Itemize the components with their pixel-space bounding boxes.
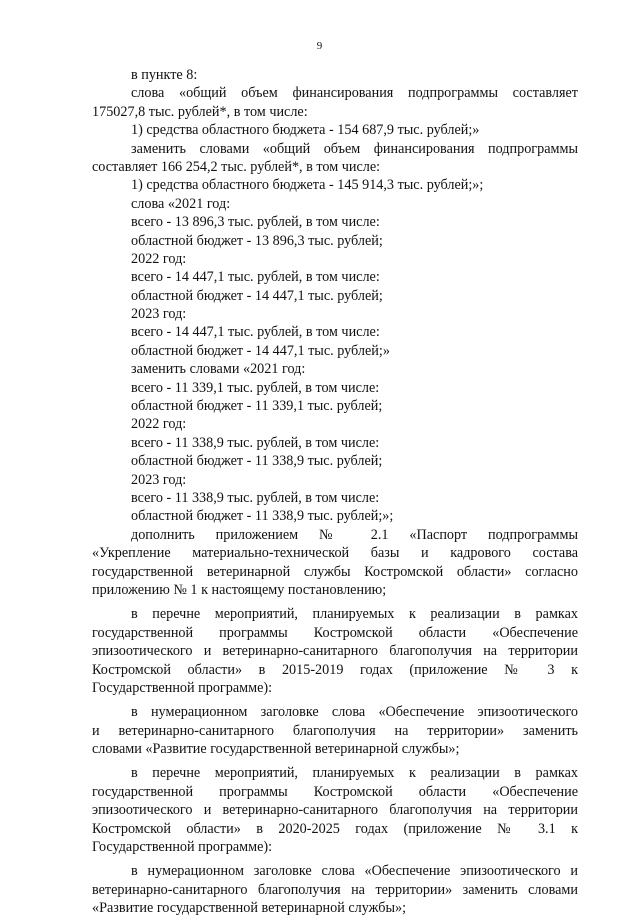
text-line: Костромской области» в 2020-2025 годах (приложение № 3.1 к bbox=[92, 820, 578, 837]
text-line: Государственной программе): bbox=[92, 839, 273, 856]
text-line: 1) средства областного бюджета - 154 687,9 тыс. рублей;» bbox=[131, 122, 480, 139]
text-line: областной бюджет - 13 896,3 тыс. рублей; bbox=[131, 232, 383, 249]
text-line: в перечне мероприятий, планируемых к реализации в рамках bbox=[131, 606, 578, 623]
text-line: слова «2021 год: bbox=[131, 195, 231, 212]
text-line: заменить словами «2021 год: bbox=[131, 361, 306, 378]
text-line: государственной программы Костромской области «Обеспечение bbox=[92, 624, 578, 641]
page-number: 9 bbox=[316, 40, 323, 52]
text-line: ветеринарно-санитарного благополучия на территории» заменить словами bbox=[92, 881, 578, 898]
text-line: всего - 14 447,1 тыс. рублей, в том числе: bbox=[131, 324, 380, 341]
text-line: в нумерационном заголовке слова «Обеспечение эпизоотического и bbox=[131, 863, 578, 880]
text-line: всего - 14 447,1 тыс. рублей, в том числе: bbox=[131, 269, 380, 286]
text-line: эпизоотического и ветеринарно-санитарного благополучия на территории bbox=[92, 643, 578, 660]
text-line: всего - 11 339,1 тыс. рублей, в том числе: bbox=[131, 379, 380, 396]
text-line: областной бюджет - 14 447,1 тыс. рублей; bbox=[131, 287, 383, 304]
text-line: приложению № 1 к настоящему постановлению; bbox=[92, 581, 387, 598]
text-line: 2023 год: bbox=[131, 471, 187, 488]
text-line: областной бюджет - 11 339,1 тыс. рублей; bbox=[131, 398, 383, 415]
text-line: областной бюджет - 11 338,9 тыс. рублей; bbox=[131, 453, 383, 470]
document-body bbox=[92, 66, 578, 918]
text-line: 2022 год: bbox=[131, 250, 187, 267]
text-line: эпизоотического и ветеринарно-санитарного благополучия на территории bbox=[92, 802, 578, 819]
text-line: Костромской области» в 2015-2019 годах (приложение № 3 к bbox=[92, 661, 578, 678]
text-line: слова «общий объем финансирования подпрограммы составляет bbox=[131, 85, 578, 102]
text-line: дополнить приложением № 2.1 «Паспорт подпрограммы bbox=[131, 526, 578, 543]
text-line: всего - 11 338,9 тыс. рублей, в том числе: bbox=[131, 434, 380, 451]
text-line: государственной программы Костромской области «Обеспечение bbox=[92, 783, 578, 800]
text-line: 2023 год: bbox=[131, 306, 187, 323]
text-line: «Развитие государственной ветеринарной службы»; bbox=[92, 900, 407, 917]
text-line: областной бюджет - 11 338,9 тыс. рублей;»; bbox=[131, 508, 394, 525]
text-line: и ветеринарно-санитарного благополучия на территории» заменить bbox=[92, 722, 578, 739]
text-line: словами «Развитие государственной ветеринарной службы»; bbox=[92, 741, 460, 758]
text-line: 175027,8 тыс. рублей*, в том числе: bbox=[92, 103, 308, 120]
text-line: государственной ветеринарной службы Костромской области» согласно bbox=[92, 563, 578, 580]
text-line: «Укрепление материально-технической базы и кадрового состава bbox=[92, 545, 578, 562]
text-line: в перечне мероприятий, планируемых к реализации в рамках bbox=[131, 765, 578, 782]
text-line: составляет 166 254,2 тыс. рублей*, в том числе: bbox=[92, 158, 381, 175]
text-line: в пункте 8: bbox=[131, 67, 198, 83]
text-line: Государственной программе): bbox=[92, 679, 273, 696]
text-line: заменить словами «общий объем финансирования подпрограммы bbox=[131, 140, 578, 157]
text-line: 2022 год: bbox=[131, 416, 187, 433]
text-line: всего - 11 338,9 тыс. рублей, в том числе: bbox=[131, 489, 380, 506]
text-line: всего - 13 896,3 тыс. рублей, в том числе: bbox=[131, 214, 380, 231]
text-line: 1) средства областного бюджета - 145 914,3 тыс. рублей;»; bbox=[131, 177, 484, 194]
text-line: в нумерационном заголовке слова «Обеспечение эпизоотического bbox=[131, 704, 578, 721]
text-line: областной бюджет - 14 447,1 тыс. рублей;» bbox=[131, 342, 390, 359]
